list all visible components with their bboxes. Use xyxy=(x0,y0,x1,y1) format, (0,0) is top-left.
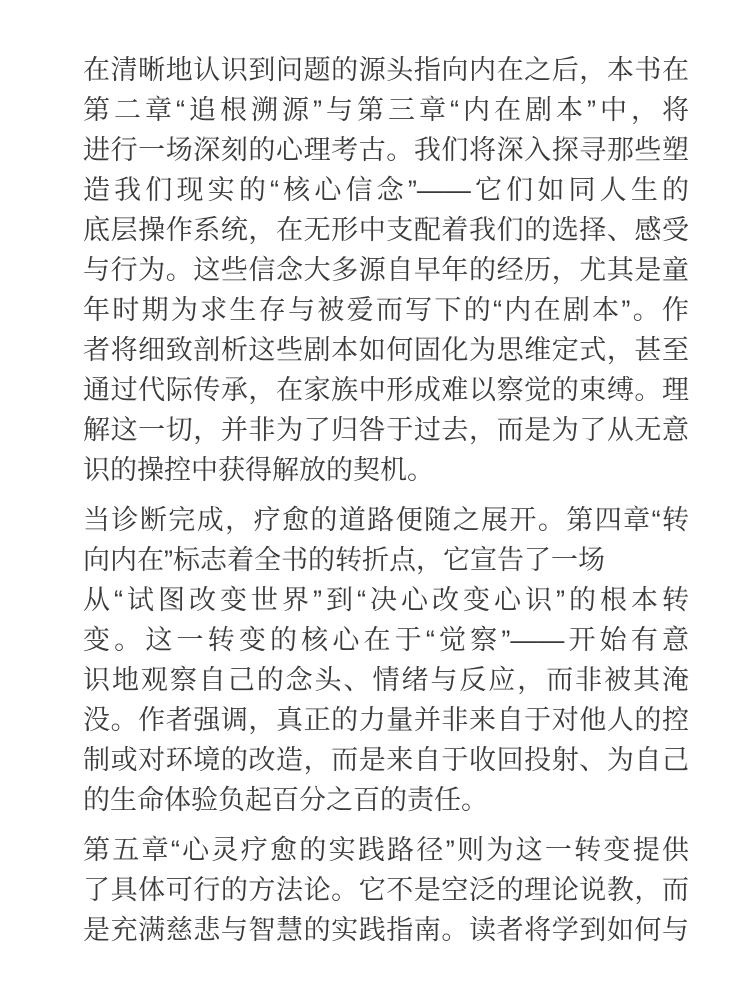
text-line: 与行为。这些信念大多源自早年的经历，尤其是童 xyxy=(83,255,689,285)
text-line: 解这一切，并非为了归咎于过去，而是为了从无意 xyxy=(83,415,689,445)
paragraph-1 xyxy=(83,50,689,490)
text-line: 第二章“追根溯源”与第三章“内在剧本”中，将 xyxy=(83,95,689,125)
paragraph-3 xyxy=(83,830,689,950)
text-line: 是充满慈悲与智慧的实践指南。读者将学到如何与 xyxy=(83,915,689,945)
text-line: 第五章“心灵疗愈的实践路径”则为这一转变提供 xyxy=(83,835,689,865)
text-line: 通过代际传承，在家族中形成难以察觉的束缚。理 xyxy=(83,375,689,405)
text-line: 底层操作系统，在无形中支配着我们的选择、感受 xyxy=(83,215,689,245)
text-line: 识地观察自己的念头、情绪与反应，而非被其淹 xyxy=(83,665,689,695)
text-line: 在清晰地认识到问题的源头指向内在之后，本书在 xyxy=(83,55,689,85)
text-line: 的生命体验负起百分之百的责任。 xyxy=(83,785,488,815)
text-line: 当诊断完成，疗愈的道路便随之展开。第四章“转 xyxy=(83,505,689,535)
text-line: 向内在”标志着全书的转折点，它宣告了一场 xyxy=(83,545,605,575)
text-line: 变。这一转变的核心在于“觉察”——开始有意 xyxy=(83,625,689,655)
text-line: 进行一场深刻的心理考古。我们将深入探寻那些塑 xyxy=(83,135,689,165)
paragraph-2 xyxy=(83,500,689,820)
text-line: 识的操控中获得解放的契机。 xyxy=(83,455,434,485)
text-line: 年时期为求生存与被爱而写下的“内在剧本”。作 xyxy=(83,295,689,325)
text-line: 造我们现实的“核心信念”——它们如同人生的 xyxy=(83,175,689,205)
text-line: 制或对环境的改造，而是来自于收回投射、为自己 xyxy=(83,745,689,775)
text-line: 者将细致剖析这些剧本如何固化为思维定式，甚至 xyxy=(83,335,689,365)
text-line: 了具体可行的方法论。它不是空泛的理论说教，而 xyxy=(83,875,689,905)
text-line: 从“试图改变世界”到“决心改变心识”的根本转 xyxy=(83,585,689,615)
text-line: 没。作者强调，真正的力量并非来自于对他人的控 xyxy=(83,705,689,735)
